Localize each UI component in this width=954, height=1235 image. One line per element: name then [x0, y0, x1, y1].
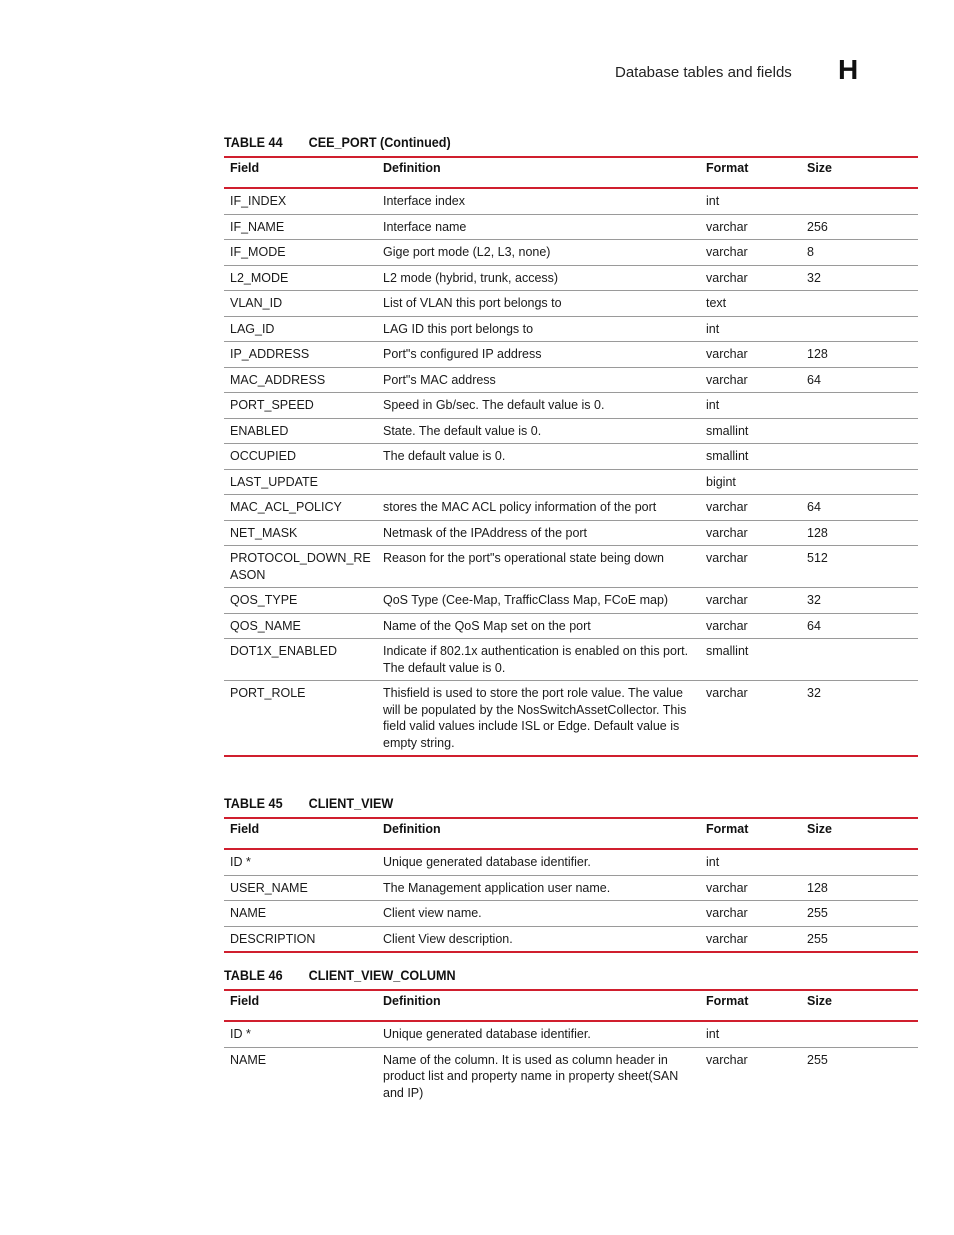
- table-cell: Speed in Gb/sec. The default value is 0.: [377, 393, 700, 419]
- table-cell: OCCUPIED: [224, 444, 377, 470]
- table-cell: LAG_ID: [224, 316, 377, 342]
- table-row: [224, 367, 918, 393]
- table-cell: varchar: [700, 875, 801, 901]
- table-cell: Gige port mode (L2, L3, none): [377, 240, 700, 266]
- column-header: Definition: [377, 818, 700, 849]
- table-cell: List of VLAN this port belongs to: [377, 291, 700, 317]
- table-row: [224, 240, 918, 266]
- column-header: Size: [801, 818, 918, 849]
- table-cell: 512: [801, 546, 918, 588]
- column-header: Format: [700, 818, 801, 849]
- table-number: TABLE 45: [224, 795, 283, 811]
- table-cell: [801, 393, 918, 419]
- table-row: [224, 393, 918, 419]
- table-name: CLIENT_VIEW_COLUMN: [308, 967, 456, 983]
- table-cell: 64: [801, 613, 918, 639]
- data-table: [224, 989, 918, 1105]
- table-cell: varchar: [700, 240, 801, 266]
- column-header: Definition: [377, 157, 700, 188]
- table-cell: PORT_ROLE: [230, 686, 306, 700]
- data-table: [224, 817, 918, 953]
- table-row: [224, 546, 918, 588]
- table-cell: [377, 469, 700, 495]
- table-cell: varchar: [700, 342, 801, 368]
- table-cell: 8: [801, 240, 918, 266]
- table-row: [224, 418, 918, 444]
- table-row: [224, 1021, 918, 1047]
- table-cell: IF_INDEX: [224, 188, 377, 214]
- table-cell: DESCRIPTION: [230, 931, 316, 946]
- table-cell: varchar: [700, 588, 801, 614]
- table-cell: PORT_SPEED: [224, 393, 377, 419]
- table-cell: Reason for the port"s operational state being down: [377, 546, 700, 588]
- table-name: CLIENT_VIEW: [308, 795, 394, 811]
- table-cell: [801, 188, 918, 214]
- table-cell: [801, 418, 918, 444]
- table-cell: varchar: [700, 901, 801, 927]
- table-cell: Client view name.: [377, 901, 700, 927]
- table-cell: VLAN_ID: [224, 291, 377, 317]
- table-cell: varchar: [700, 495, 801, 521]
- table-row: [224, 926, 918, 952]
- table-cell: NAME: [224, 901, 377, 927]
- table-cell: varchar: [700, 367, 801, 393]
- running-header-title: Database tables and fields: [615, 64, 792, 81]
- table-row: [224, 291, 918, 317]
- table-cell: bigint: [700, 469, 801, 495]
- table-cell: Name of the QoS Map set on the port: [377, 613, 700, 639]
- table-cell: Thisfield is used to store the port role value. The value will be populated by the NosSwitchAssetCollector. This field valid values include ISL or Edge. Default value is empty string.: [383, 686, 687, 750]
- table-row: [224, 681, 918, 757]
- table-caption: [224, 134, 451, 150]
- table-caption: [224, 967, 456, 983]
- table-cell: L2 mode (hybrid, trunk, access): [377, 265, 700, 291]
- table-cell: varchar: [706, 1052, 748, 1067]
- table-row: [224, 265, 918, 291]
- table-row: [224, 214, 918, 240]
- table-cell: text: [700, 291, 801, 317]
- table-number: TABLE 44: [224, 134, 283, 150]
- table-cell: [801, 316, 918, 342]
- column-header: Size: [801, 157, 918, 188]
- table-cell: int: [700, 316, 801, 342]
- table-cell: [801, 849, 918, 875]
- column-header: Size: [801, 990, 918, 1021]
- table-cell: 32: [807, 686, 821, 700]
- table-row: [224, 469, 918, 495]
- table-cell: stores the MAC ACL policy information of the port: [377, 495, 700, 521]
- table-cell: 128: [801, 342, 918, 368]
- table-cell: Netmask of the IPAddress of the port: [377, 520, 700, 546]
- table-cell: varchar: [706, 686, 748, 700]
- table-cell: Indicate if 802.1x authentication is enabled on this port. The default value is 0.: [377, 639, 700, 681]
- table-row: [224, 188, 918, 214]
- table-cell: QOS_TYPE: [224, 588, 377, 614]
- table-caption: [224, 795, 393, 811]
- table-cell: Client View description.: [383, 931, 513, 946]
- table-cell: LAST_UPDATE: [224, 469, 377, 495]
- table-cell: int: [700, 849, 801, 875]
- table-cell: PROTOCOL_DOWN_REASON: [224, 546, 377, 588]
- table-cell: QoS Type (Cee-Map, TrafficClass Map, FCoE map): [377, 588, 700, 614]
- table-cell: IF_NAME: [224, 214, 377, 240]
- table-cell: [801, 444, 918, 470]
- table-cell: ENABLED: [224, 418, 377, 444]
- table-cell: LAG ID this port belongs to: [377, 316, 700, 342]
- table-row: [224, 613, 918, 639]
- column-header: Format: [700, 990, 801, 1021]
- table-cell: 255: [807, 1052, 828, 1067]
- table-cell: State. The default value is 0.: [377, 418, 700, 444]
- table-cell: 32: [801, 588, 918, 614]
- table-cell: Interface name: [377, 214, 700, 240]
- column-header: Field: [224, 157, 377, 188]
- table-cell: Unique generated database identifier.: [377, 849, 700, 875]
- table-cell: The Management application user name.: [377, 875, 700, 901]
- table-cell: 255: [801, 901, 918, 927]
- table-cell: 255: [807, 931, 828, 946]
- table-cell: Port"s MAC address: [377, 367, 700, 393]
- table-row: [224, 520, 918, 546]
- table-cell: 256: [801, 214, 918, 240]
- table-cell: ID *: [224, 1021, 377, 1047]
- table-cell: Port"s configured IP address: [377, 342, 700, 368]
- table-row: [224, 342, 918, 368]
- table-header-row: [224, 157, 918, 188]
- table-cell: USER_NAME: [224, 875, 377, 901]
- column-header: Field: [224, 818, 377, 849]
- table-cell: Interface index: [377, 188, 700, 214]
- table-cell: [801, 469, 918, 495]
- table-cell: Name of the column. It is used as column header in product list and property name in property sheet(SAN and IP): [383, 1052, 679, 1100]
- table-cell: [801, 291, 918, 317]
- table-row: [224, 316, 918, 342]
- table-row: [224, 901, 918, 927]
- table-header-row: [224, 990, 918, 1021]
- table-cell: varchar: [700, 214, 801, 240]
- column-header: Field: [224, 990, 377, 1021]
- table-cell: varchar: [706, 931, 748, 946]
- table-cell: smallint: [700, 418, 801, 444]
- table-cell: smallint: [700, 444, 801, 470]
- table-cell: varchar: [700, 613, 801, 639]
- table-cell: NET_MASK: [224, 520, 377, 546]
- table-cell: MAC_ADDRESS: [224, 367, 377, 393]
- table-cell: [801, 1021, 918, 1047]
- table-cell: ID *: [224, 849, 377, 875]
- table-cell: varchar: [700, 520, 801, 546]
- table-row: [224, 588, 918, 614]
- data-table: [224, 156, 918, 757]
- table-cell: 64: [801, 495, 918, 521]
- table-cell: varchar: [700, 265, 801, 291]
- table-cell: 128: [801, 520, 918, 546]
- table-cell: MAC_ACL_POLICY: [224, 495, 377, 521]
- table-cell: 64: [801, 367, 918, 393]
- table-row: [224, 875, 918, 901]
- table-row: [224, 1047, 918, 1105]
- table-cell: varchar: [700, 546, 801, 588]
- table-cell: int: [700, 188, 801, 214]
- table-name: CEE_PORT (Continued): [308, 134, 451, 150]
- table-cell: int: [700, 393, 801, 419]
- table-cell: NAME: [230, 1052, 267, 1067]
- table-cell: L2_MODE: [224, 265, 377, 291]
- table-number: TABLE 46: [224, 967, 283, 983]
- table-cell: smallint: [700, 639, 801, 681]
- column-header: Definition: [377, 990, 700, 1021]
- table-row: [224, 639, 918, 681]
- table-cell: IP_ADDRESS: [224, 342, 377, 368]
- column-header: Format: [700, 157, 801, 188]
- table-cell: Unique generated database identifier.: [377, 1021, 700, 1047]
- table-header-row: [224, 818, 918, 849]
- table-cell: 32: [801, 265, 918, 291]
- table-cell: 128: [801, 875, 918, 901]
- table-cell: [801, 639, 918, 681]
- table-cell: QOS_NAME: [224, 613, 377, 639]
- table-cell: The default value is 0.: [377, 444, 700, 470]
- table-row: [224, 495, 918, 521]
- table-row: [224, 444, 918, 470]
- table-cell: DOT1X_ENABLED: [224, 639, 377, 681]
- table-row: [224, 849, 918, 875]
- table-cell: IF_MODE: [224, 240, 377, 266]
- appendix-letter: H: [838, 54, 859, 85]
- table-cell: int: [700, 1021, 801, 1047]
